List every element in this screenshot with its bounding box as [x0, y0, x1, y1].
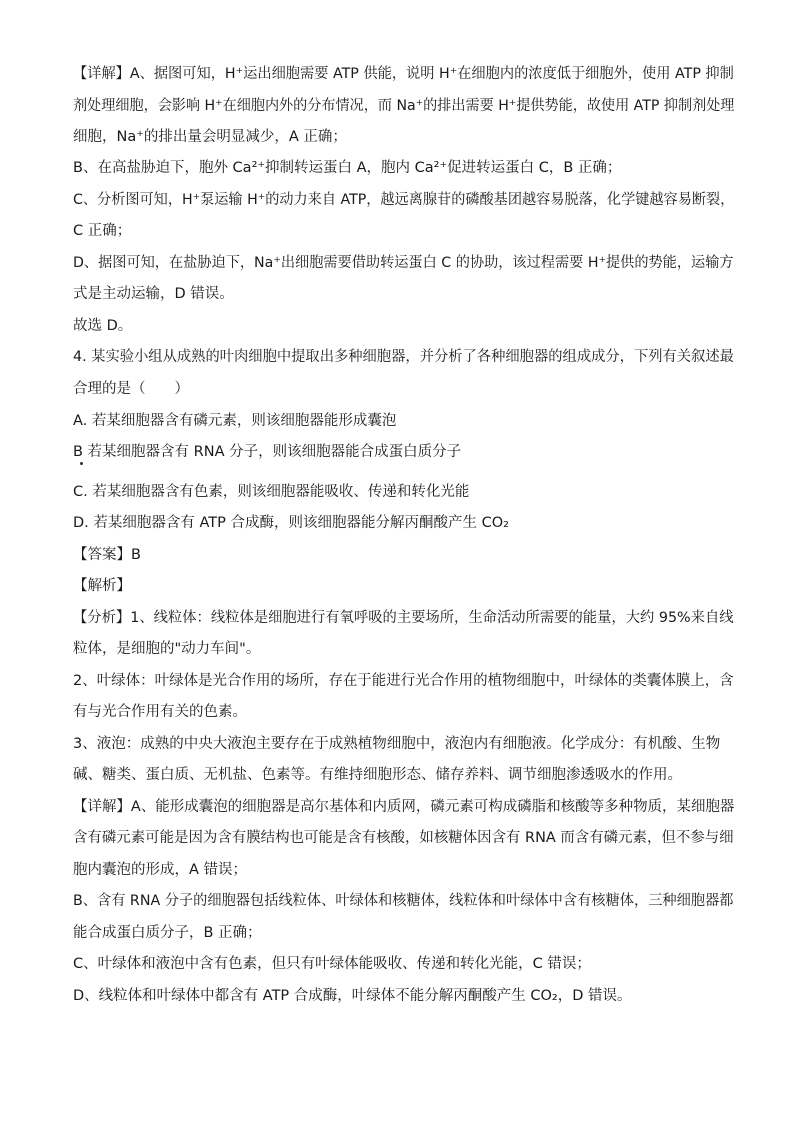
detail-line: D、线粒体和叶绿体中都含有 ATP 合成酶，叶绿体不能分解丙酮酸产生 CO₂，D 错误。 — [73, 988, 632, 1004]
analysis-line: 粒体，是细胞的"动力车间"。 — [73, 641, 261, 657]
analysis-line: 2、叶绿体：叶绿体是光合作用的场所，存在于能进行光合作用的植物细胞中，叶绿体的类囊体膜上，含 — [73, 673, 734, 689]
detail-line: C、分析图可知，H⁺泵运输 H⁺的动力来自 ATP，越远离腺苷的磷酸基团越容易脱落，化学键越容易断裂， — [73, 192, 735, 208]
question-stem: 合理的是（ ） — [73, 381, 189, 397]
option-c: C. 若某细胞器含有色素，则该细胞器能吸收、传递和转化光能 — [73, 484, 470, 500]
option-b: B 若某细胞器含有 RNA 分子，则该细胞器能合成蛋白质分子 — [73, 444, 462, 460]
analysis-heading: 【解析】 — [73, 578, 131, 594]
analysis-line: 有与光合作用有关的色素。 — [73, 704, 247, 720]
detail-line: 能合成蛋白质分子，B 正确； — [73, 925, 262, 941]
detail-line: 细胞，Na⁺的排出量会明显减少，A 正确； — [73, 129, 347, 145]
detail-line: B、在高盐胁迫下，胞外 Ca²⁺抑制转运蛋白 A，胞内 Ca²⁺促进转运蛋白 C，B 正确； — [73, 160, 622, 176]
analysis-line: 3、液泡：成熟的中央大液泡主要存在于成熟植物细胞中，液泡内有细胞液。化学成分：有机酸、生物 — [73, 736, 721, 752]
detail-line: 剂处理细胞，会影响 H⁺在细胞内外的分布情况，而 Na⁺的排出需要 H⁺提供势能，故使用 ATP 抑制剂处理 — [73, 98, 735, 114]
detail-line: 【详解】A、据图可知，H⁺运出细胞需要 ATP 供能，说明 H⁺在细胞内的浓度低于细胞外，使用 ATP 抑制 — [73, 66, 734, 82]
question-stem: 4. 某实验小组从成熟的叶肉细胞中提取出多种细胞器，并分析了各种细胞器的组成成分，下列有关叙述最 — [73, 349, 734, 365]
option-d: D. 若某细胞器含有 ATP 合成酶，则该细胞器能分解丙酮酸产生 CO₂ — [73, 515, 509, 531]
analysis-line: 碱、糖类、蛋白质、无机盐、色素等。有维持细胞形态、储存养料、调节细胞渗透吸水的作用。 — [73, 767, 682, 783]
detail-line: C 正确； — [73, 223, 132, 239]
detail-line: D、据图可知，在盐胁迫下，Na⁺出细胞需要借助转运蛋白 C 的协助，该过程需要 H⁺提供的势能，运输方 — [73, 255, 734, 271]
option-a: A. 若某细胞器含有磷元素，则该细胞器能形成囊泡 — [73, 413, 397, 429]
stray-dot — [80, 462, 83, 465]
detail-line: 胞内囊泡的形成，A 错误； — [73, 862, 248, 878]
detail-line: C、叶绿体和液泡中含有色素，但只有叶绿体能吸收、传递和转化光能，C 错误； — [73, 956, 591, 972]
detail-line: 式是主动运输，D 错误。 — [73, 286, 234, 302]
answer-label: 【答案】B — [73, 547, 141, 563]
conclusion-line: 故选 D。 — [73, 318, 133, 334]
analysis-line: 【分析】1、线粒体：线粒体是细胞进行有氧呼吸的主要场所，生命活动所需要的能量，大约 95%来自线 — [73, 610, 734, 626]
detail-line: 【详解】A、能形成囊泡的细胞器是高尔基体和内质网，磷元素可构成磷脂和核酸等多种物质，某细胞器 — [73, 799, 735, 815]
detail-line: B、含有 RNA 分子的细胞器包括线粒体、叶绿体和核糖体，线粒体和叶绿体中含有核糖体，三种细胞器都 — [73, 893, 734, 909]
detail-line: 含有磷元素可能是因为含有膜结构也可能是含有核酸，如核糖体因含有 RNA 而含有磷元素，但不参与细 — [73, 830, 734, 846]
